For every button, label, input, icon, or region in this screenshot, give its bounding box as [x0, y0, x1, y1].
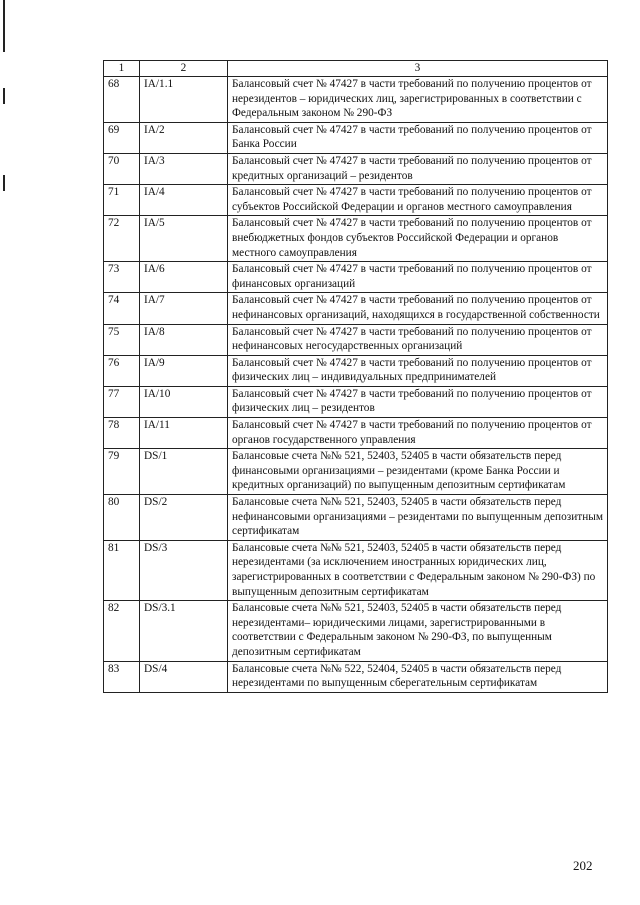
row-number: 79	[104, 449, 140, 495]
table-row	[104, 540, 608, 600]
row-description: Балансовый счет № 47427 в части требований по получению процентов от внебюджетных фондов субъектов Российской Федерации и органов местного самоуправления	[228, 216, 608, 262]
row-description: Балансовые счета №№ 521, 52403, 52405 в части обязательств перед нерезидентами– юридическими лицами, зарегистрированными в соответствии с Федеральным законом № 290-ФЗ, по выпущенным депозитным сертификатам	[228, 601, 608, 661]
document-table	[103, 60, 608, 693]
table-row	[104, 77, 608, 123]
table-row	[104, 355, 608, 386]
row-code: IA/2	[140, 122, 228, 153]
row-number: 83	[104, 661, 140, 692]
row-code: IA/10	[140, 386, 228, 417]
row-code: IA/7	[140, 293, 228, 324]
row-code: IA/5	[140, 216, 228, 262]
row-code: IA/11	[140, 418, 228, 449]
row-description: Балансовый счет № 47427 в части требований по получению процентов от нефинансовых организаций, находящихся в государственной собственности	[228, 293, 608, 324]
row-number: 80	[104, 495, 140, 541]
row-description: Балансовые счета №№ 521, 52403, 52405 в части обязательств перед нерезидентами (за исключением иностранных юридических лиц, зарегистрированных в соответствии с Федеральным законом № 290-ФЗ) по выпущенным депозитным сертификатам	[228, 540, 608, 600]
row-number: 70	[104, 153, 140, 184]
row-description: Балансовый счет № 47427 в части требований по получению процентов от кредитных организаций – резидентов	[228, 153, 608, 184]
table-row	[104, 216, 608, 262]
row-description: Балансовый счет № 47427 в части требований по получению процентов от физических лиц – резидентов	[228, 386, 608, 417]
table-row	[104, 185, 608, 216]
row-description: Балансовый счет № 47427 в части требований по получению процентов от нефинансовых негосударственных организаций	[228, 324, 608, 355]
row-code: IA/6	[140, 262, 228, 293]
row-number: 74	[104, 293, 140, 324]
table-row	[104, 324, 608, 355]
row-code: DS/3.1	[140, 601, 228, 661]
table-header-row	[104, 61, 608, 77]
row-number: 81	[104, 540, 140, 600]
row-code: IA/4	[140, 185, 228, 216]
row-code: DS/3	[140, 540, 228, 600]
page-number: 202	[573, 858, 593, 873]
table-row	[104, 262, 608, 293]
column-header: 3	[228, 61, 608, 77]
row-description: Балансовый счет № 47427 в части требований по получению процентов от Банка России	[228, 122, 608, 153]
row-number: 76	[104, 355, 140, 386]
row-number: 68	[104, 77, 140, 123]
row-description: Балансовый счет № 47427 в части требований по получению процентов от финансовых организаций	[228, 262, 608, 293]
margin-mark	[3, 88, 5, 104]
row-description: Балансовый счет № 47427 в части требований по получению процентов от субъектов Российской Федерации и органов местного самоуправления	[228, 185, 608, 216]
margin-mark	[3, 0, 5, 52]
row-description: Балансовый счет № 47427 в части требований по получению процентов от физических лиц – индивидуальных предпринимателей	[228, 355, 608, 386]
row-description: Балансовые счета №№ 521, 52403, 52405 в части обязательств перед нефинансовыми организациями – резидентами по выпущенным депозитным сертификатам	[228, 495, 608, 541]
table-row	[104, 153, 608, 184]
table-row	[104, 661, 608, 692]
row-code: IA/8	[140, 324, 228, 355]
table-row	[104, 601, 608, 661]
row-code: IA/1.1	[140, 77, 228, 123]
row-number: 77	[104, 386, 140, 417]
row-description: Балансовый счет № 47427 в части требований по получению процентов от органов государственного управления	[228, 418, 608, 449]
row-number: 69	[104, 122, 140, 153]
row-number: 75	[104, 324, 140, 355]
table-row	[104, 449, 608, 495]
row-description: Балансовые счета №№ 521, 52403, 52405 в части обязательств перед финансовыми организациями – резидентами (кроме Банка России и кредитных организаций) по выпущенным депозитным сертификатам	[228, 449, 608, 495]
row-number: 73	[104, 262, 140, 293]
row-description: Балансовые счета №№ 522, 52404, 52405 в части обязательств перед нерезидентами по выпущенным сберегательным сертификатам	[228, 661, 608, 692]
table-row	[104, 293, 608, 324]
row-code: DS/4	[140, 661, 228, 692]
column-header: 1	[104, 61, 140, 77]
row-number: 71	[104, 185, 140, 216]
table-row	[104, 495, 608, 541]
row-number: 82	[104, 601, 140, 661]
row-code: DS/1	[140, 449, 228, 495]
table-row	[104, 122, 608, 153]
table-row	[104, 418, 608, 449]
row-number: 72	[104, 216, 140, 262]
margin-mark	[3, 175, 5, 191]
row-code: IA/9	[140, 355, 228, 386]
table-row	[104, 386, 608, 417]
row-number: 78	[104, 418, 140, 449]
row-code: IA/3	[140, 153, 228, 184]
row-code: DS/2	[140, 495, 228, 541]
row-description: Балансовый счет № 47427 в части требований по получению процентов от нерезидентов – юридических лиц, зарегистрированных в соответствии с Федеральным законом № 290-ФЗ	[228, 77, 608, 123]
column-header: 2	[140, 61, 228, 77]
